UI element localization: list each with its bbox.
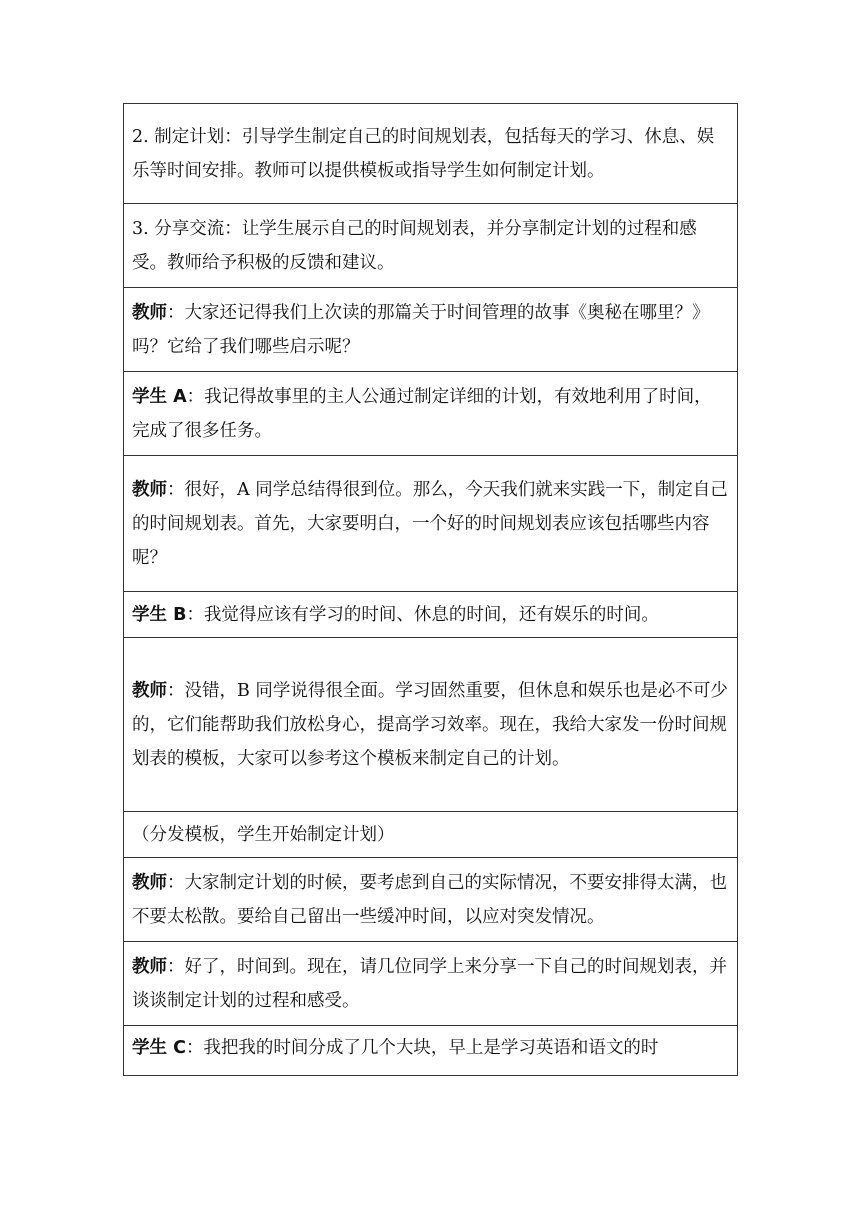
cell-text: ：没错，B 同学说得很全面。学习固然重要，但休息和娱乐也是必不可少的，它们能帮助我们放松身心，提高学习效率。现在，我给大家发一份时间规划表的模板，大家可以参考这个模板来制定自己的计划。 <box>132 680 728 769</box>
table-row <box>124 456 738 592</box>
table-cell <box>124 592 738 638</box>
cell-text: ：好了，时间到。现在，请几位同学上来分享一下自己的时间规划表，并谈谈制定计划的过程和感受。 <box>132 956 727 1011</box>
table-row <box>124 104 738 204</box>
table-row <box>124 288 738 372</box>
table-cell <box>124 812 738 858</box>
table-row <box>124 592 738 638</box>
table-cell <box>124 1026 738 1076</box>
table-cell <box>124 204 738 288</box>
speaker-label: 教师 <box>132 956 167 977</box>
table-row <box>124 638 738 812</box>
table-row <box>124 1026 738 1076</box>
cell-text: ：大家制定计划的时候，要考虑到自己的实际情况，不要安排得太满，也不要太松散。要给自己留出一些缓冲时间，以应对突发情况。 <box>132 872 727 927</box>
table-cell <box>124 858 738 942</box>
cell-text: 3. 分享交流：让学生展示自己的时间规划表，并分享制定计划的过程和感受。教师给予积极的反馈和建议。 <box>132 218 697 273</box>
lesson-plan-table <box>123 103 738 1076</box>
speaker-label: 教师 <box>132 479 167 500</box>
cell-text: ：我觉得应该有学习的时间、休息的时间，还有娱乐的时间。 <box>186 604 659 625</box>
cell-text: 2. 制定计划：引导学生制定自己的时间规划表，包括每天的学习、休息、娱乐等时间安排。教师可以提供模板或指导学生如何制定计划。 <box>132 126 715 181</box>
cell-text: ：大家还记得我们上次读的那篇关于时间管理的故事《奥秘在哪里？》吗？它给了我们哪些启示呢？ <box>132 302 710 357</box>
table-cell <box>124 372 738 456</box>
table-row <box>124 204 738 288</box>
cell-text: ：我把我的时间分成了几个大块，早上是学习英语和语文的时 <box>185 1038 659 1058</box>
table-row <box>124 812 738 858</box>
table-cell <box>124 104 738 204</box>
table-row <box>124 942 738 1026</box>
speaker-label: 教师 <box>132 872 167 893</box>
table-row <box>124 372 738 456</box>
speaker-label: 学生 C <box>132 1038 186 1058</box>
cell-text: ：我记得故事里的主人公通过制定详细的计划，有效地利用了时间，完成了很多任务。 <box>132 386 712 441</box>
speaker-label: 学生 B <box>132 604 187 625</box>
table-cell <box>124 638 738 812</box>
table-cell <box>124 942 738 1026</box>
cell-text: ：很好，A 同学总结得很到位。那么，今天我们就来实践一下，制定自己的时间规划表。首先，大家要明白，一个好的时间规划表应该包括哪些内容呢？ <box>132 479 728 568</box>
speaker-label: 教师 <box>132 680 167 701</box>
cell-text: （分发模板，学生开始制定计划） <box>132 824 395 845</box>
speaker-label: 学生 A <box>132 386 187 407</box>
table-cell <box>124 456 738 592</box>
table-cell <box>124 288 738 372</box>
table-row <box>124 858 738 942</box>
speaker-label: 教师 <box>132 302 167 323</box>
